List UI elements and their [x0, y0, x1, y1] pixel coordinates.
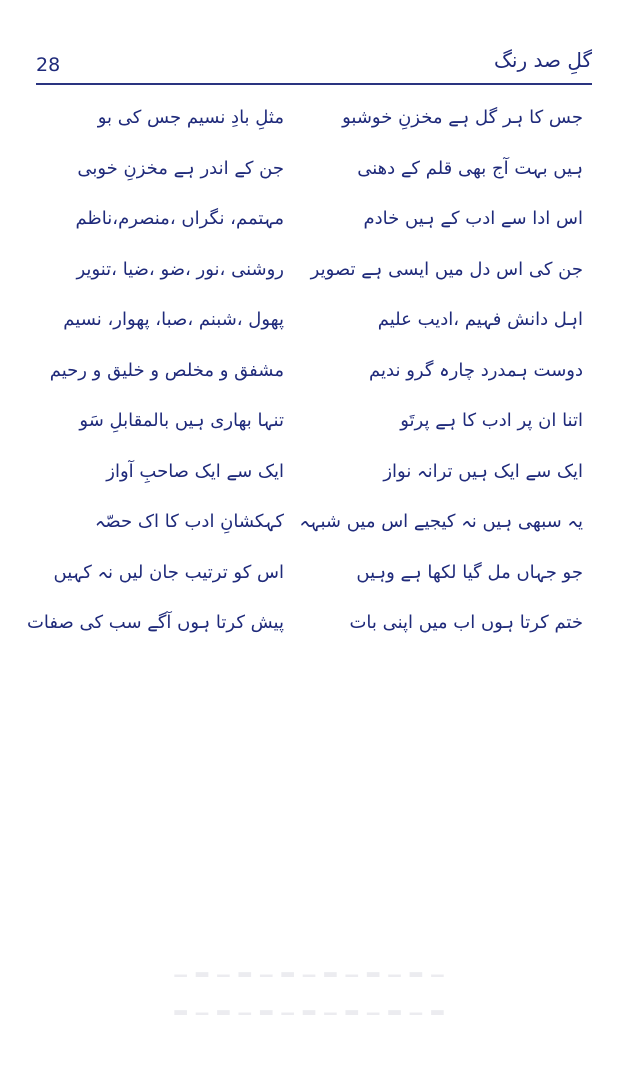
verse-line: ایک سے ایک صاحبِ آواز: [106, 460, 284, 482]
verse-line: جن کے اندر ہے مخزنِ خوبی: [77, 157, 284, 179]
verse-line: اہل دانش فہیم ،ادیب علیم: [377, 309, 583, 330]
verse-line: مثلِ بادِ نسیم جس کی بو: [97, 107, 284, 128]
verse-column-left: [26, 103, 284, 659]
header-rule: [36, 83, 592, 85]
verse-line: ہیں بہت آج بھی قلم کے دھنی: [357, 157, 583, 179]
show-through-smudge: ▁ ▂ ▁ ▂ ▁ ▂ ▁ ▂ ▁ ▂ ▁ ▂ ▁: [174, 958, 446, 977]
show-through-smudge: ▂ ▁ ▂ ▁ ▂ ▁ ▂ ▁ ▂ ▁ ▂ ▁ ▂: [174, 996, 446, 1015]
verse-line: دوست ہمدرد چارہ گرو ندیم: [369, 359, 583, 381]
verse-line: تنہا بھاری ہیں بالمقابلِ سَو: [79, 410, 284, 431]
verse-line: جن کی اس دل میں ایسی ہے تصویر: [310, 258, 583, 280]
verse-line: اتنا ان پر ادب کا ہے پرتَو: [400, 410, 583, 431]
verse-line: اس کو ترتیب جان لیں نہ کہیں: [53, 561, 284, 583]
verse-line: جو جہاں مل گیا لکھا ہے وہیں: [356, 561, 583, 583]
verse-line: جس کا ہر گل ہے مخزنِ خوشبو: [342, 107, 583, 128]
page-number: 28: [36, 54, 61, 76]
running-title: گلِ صد رنگ: [494, 48, 592, 72]
verse-line: مہتمم، نگراں ،منصرم،ناظم: [75, 208, 284, 229]
verse-line: یہ سبھی ہیں نہ کیجیے اس میں شبہہ: [299, 511, 583, 532]
verse-line: مشفق و مخلص و خلیق و رحیم: [49, 359, 284, 381]
verse-line: پیش کرتا ہوں آگے سب کی صفات: [26, 612, 284, 633]
verse-line: ختم کرتا ہوں اب میں اپنی بات: [349, 612, 583, 633]
verse-line: پھول ،شبنم ،صبا، پھوار، نسیم: [63, 309, 284, 330]
verse-line: ایک سے ایک ہیں ترانہ نواز: [383, 460, 583, 482]
verse-line: روشنی ،نور ،ضو ،ضیا ،تنویر: [76, 258, 284, 280]
page-header: [36, 48, 592, 82]
verse-line: اس ادا سے ادب کے ہیں خادم: [363, 208, 583, 229]
verse-line: کہکشانِ ادب کا اک حصّہ: [94, 511, 284, 532]
verse-column-right: [299, 103, 583, 659]
